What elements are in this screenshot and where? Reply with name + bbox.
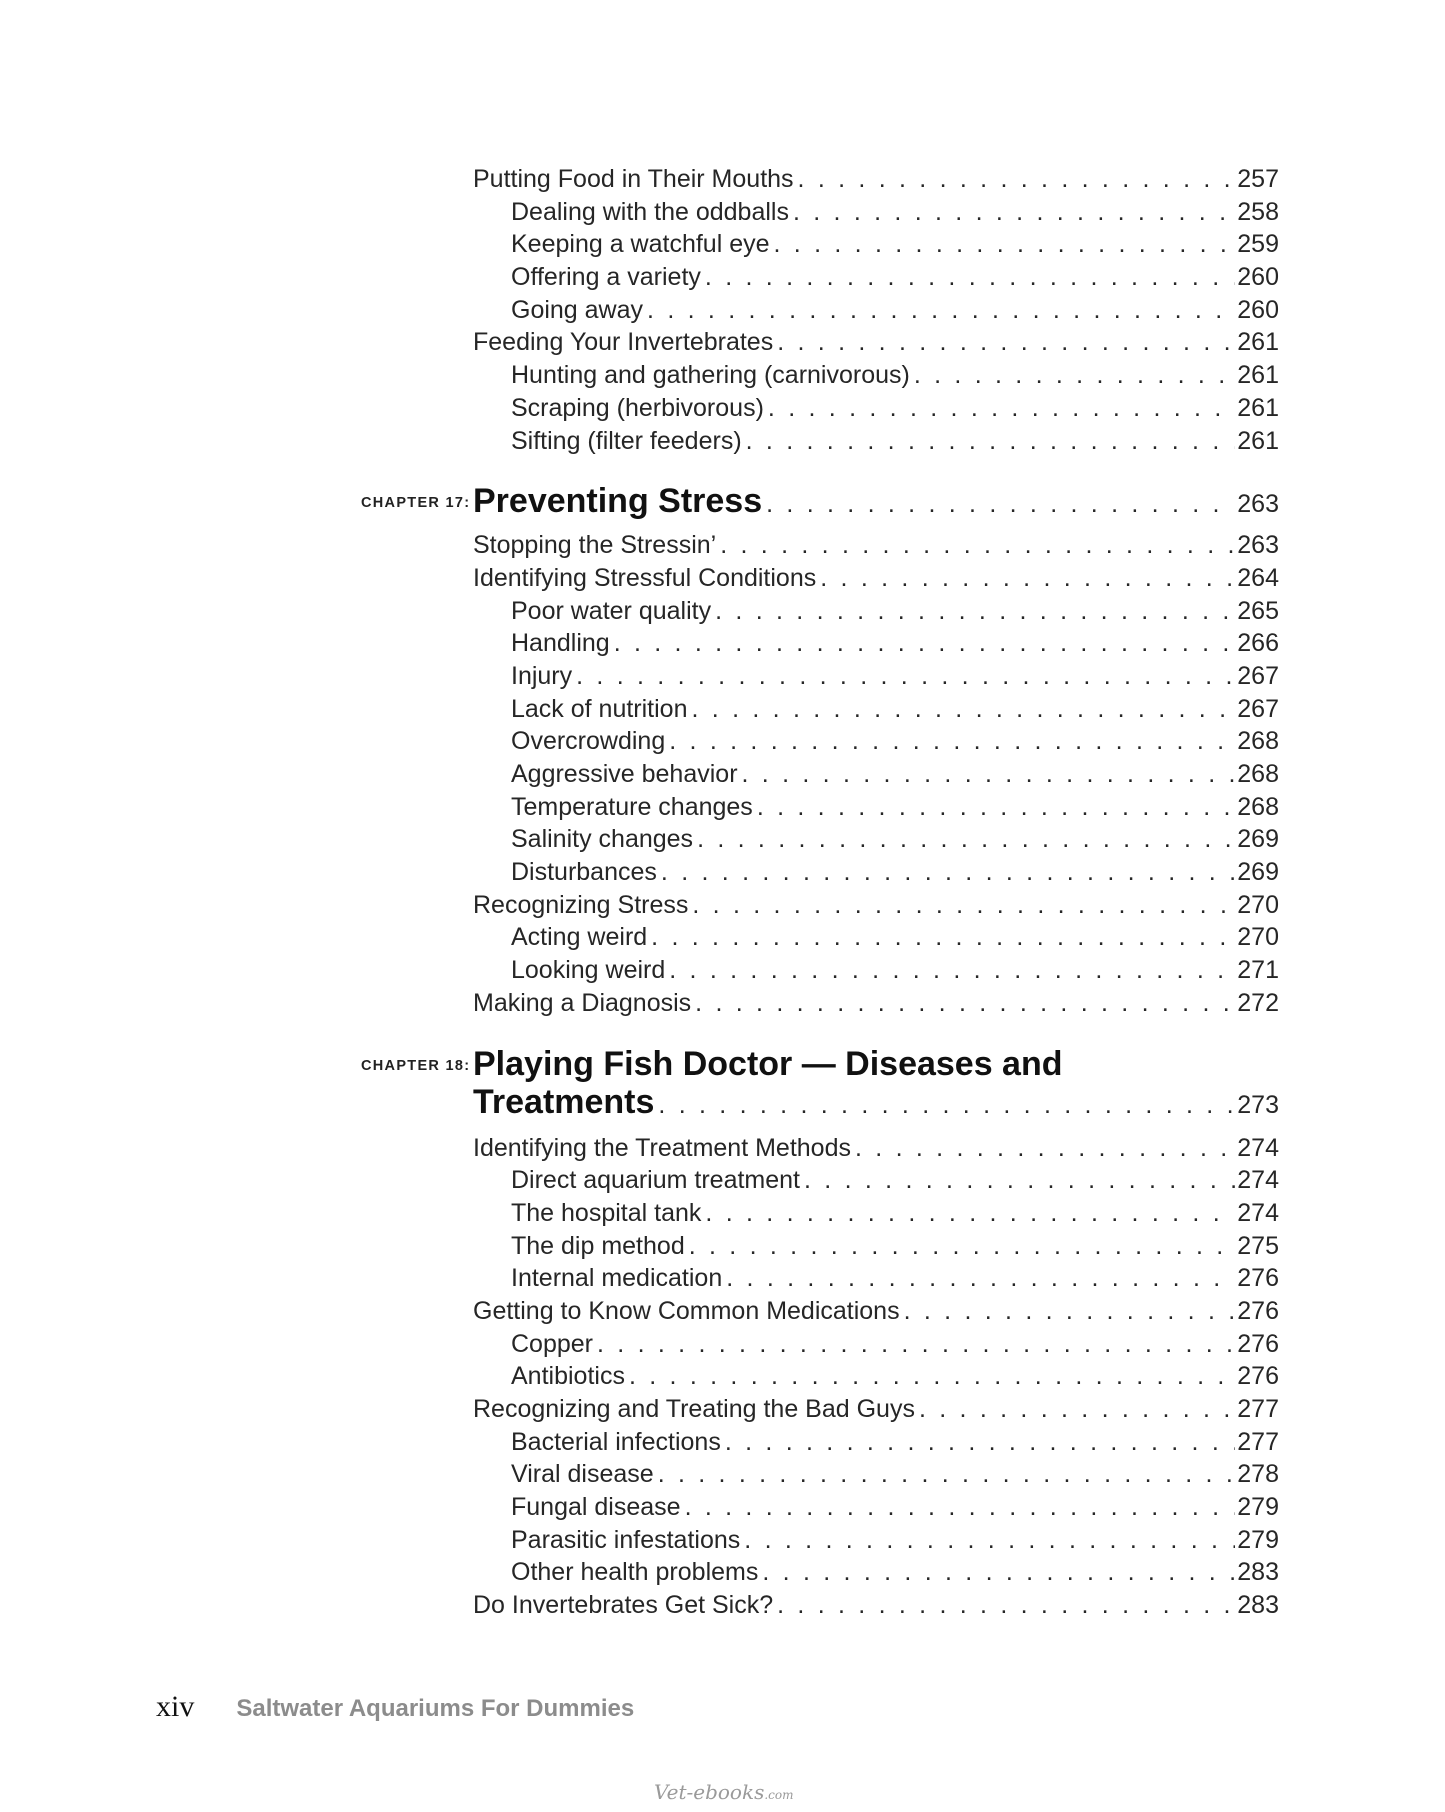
page-number: 276 <box>1237 1329 1279 1358</box>
toc-subentry[interactable] <box>511 1164 1279 1197</box>
page-number: 261 <box>1237 426 1279 455</box>
toc-subentry[interactable] <box>511 359 1279 392</box>
chapter-label: CHAPTER 18: <box>361 1057 471 1074</box>
page-number: 264 <box>1237 563 1279 592</box>
toc-subentry[interactable] <box>511 1491 1279 1524</box>
dot-leader <box>658 1458 1236 1491</box>
toc-subentry[interactable] <box>511 1524 1279 1557</box>
toc-entry[interactable] <box>473 889 1279 922</box>
toc-subentry[interactable] <box>511 856 1279 889</box>
chapter-title-row[interactable] <box>473 479 1279 523</box>
page-number: 265 <box>1237 596 1279 625</box>
dot-leader <box>705 1197 1235 1230</box>
entry-title: Viral disease <box>511 1460 654 1489</box>
page-number: 268 <box>1237 792 1279 821</box>
entry-title: Internal medication <box>511 1264 723 1293</box>
toc-subentry[interactable] <box>511 1197 1279 1230</box>
entry-title: Salinity changes <box>511 825 694 854</box>
entry-title: Putting Food in Their Mouths <box>473 165 794 193</box>
toc-subentry[interactable] <box>511 228 1279 261</box>
dot-leader <box>695 987 1235 1020</box>
toc-section-chapter16-continued <box>0 163 1445 457</box>
page-number: 269 <box>1237 825 1279 854</box>
dot-leader <box>692 889 1235 922</box>
dot-leader <box>766 490 1235 519</box>
entry-title: Other health problems <box>511 1558 759 1587</box>
chapter-17-heading <box>0 479 1445 525</box>
page-number: 276 <box>1237 1362 1279 1391</box>
page-number: 267 <box>1237 694 1279 723</box>
toc-subentry[interactable] <box>511 1556 1279 1589</box>
page-number: 267 <box>1237 661 1279 690</box>
toc-entry[interactable] <box>473 1295 1279 1328</box>
dot-leader <box>919 1393 1235 1426</box>
dot-leader <box>757 791 1235 824</box>
page-number: 261 <box>1237 328 1279 357</box>
entry-title: Handling <box>511 629 610 658</box>
entry-title: Identifying the Treatment Methods <box>473 1133 851 1162</box>
page-number: 276 <box>1237 1264 1279 1293</box>
dot-leader <box>669 725 1235 758</box>
page-number: 272 <box>1237 988 1279 1017</box>
toc-subentry[interactable] <box>511 1328 1279 1361</box>
dot-leader <box>689 1230 1236 1263</box>
page-number: 271 <box>1237 956 1279 985</box>
dot-leader <box>576 660 1235 693</box>
dot-leader <box>798 163 1236 196</box>
entry-title: Hunting and gathering (carnivorous) <box>511 361 910 390</box>
dot-leader <box>715 595 1235 628</box>
dot-leader <box>647 294 1235 327</box>
entry-title: Aggressive behavior <box>511 760 738 788</box>
dot-leader <box>820 562 1235 595</box>
watermark-text: Vet-ebooks <box>654 1780 765 1804</box>
toc-subentry[interactable] <box>511 1360 1279 1393</box>
entry-title: Dealing with the oddballs <box>511 197 789 226</box>
dot-leader <box>661 856 1235 889</box>
entry-title: Acting weird <box>511 923 648 952</box>
page-number: 279 <box>1237 1493 1279 1522</box>
toc-entry[interactable] <box>473 529 1279 562</box>
page-number: 270 <box>1237 923 1279 952</box>
dot-leader <box>804 1164 1235 1197</box>
entry-title: Making a Diagnosis <box>473 988 692 1017</box>
entry-title: Copper <box>511 1329 593 1358</box>
entry-title: Fungal disease <box>511 1493 681 1522</box>
toc-subentry[interactable] <box>511 954 1279 987</box>
toc-subentry[interactable] <box>511 294 1279 327</box>
toc-subentry[interactable] <box>511 791 1279 824</box>
page-number: 259 <box>1237 230 1279 259</box>
page-number: 273 <box>1237 1090 1279 1119</box>
dot-leader <box>658 1091 1235 1120</box>
entry-title: Antibiotics <box>511 1362 625 1391</box>
dot-leader <box>744 1524 1235 1557</box>
toc-subentry[interactable] <box>511 196 1279 229</box>
page-number: 278 <box>1237 1460 1279 1489</box>
dot-leader <box>597 1328 1235 1361</box>
toc-section-chapter18 <box>0 1132 1445 1622</box>
page-number: 277 <box>1237 1395 1279 1423</box>
entry-title: Parasitic infestations <box>511 1525 741 1554</box>
page-number: 269 <box>1237 858 1279 887</box>
chapter-18-heading <box>0 1042 1445 1128</box>
entry-title: Temperature changes <box>511 792 753 821</box>
page-footer <box>156 1690 634 1724</box>
page-number: 283 <box>1237 1558 1279 1587</box>
page-number: 268 <box>1237 727 1279 756</box>
entry-title: Going away <box>511 295 644 324</box>
toc-entry[interactable] <box>473 987 1279 1020</box>
dot-leader <box>692 693 1236 726</box>
toc-subentry[interactable] <box>511 758 1279 791</box>
toc-subentry[interactable] <box>511 1426 1279 1459</box>
toc-entry[interactable] <box>473 163 1279 196</box>
toc-subentry[interactable] <box>511 660 1279 693</box>
toc-entry[interactable] <box>473 1132 1279 1165</box>
page-number: 258 <box>1237 197 1279 226</box>
dot-leader <box>762 1556 1235 1589</box>
dot-leader <box>742 758 1236 791</box>
toc-subentry[interactable] <box>511 823 1279 856</box>
entry-title: Disturbances <box>511 858 657 887</box>
dot-leader <box>614 627 1236 660</box>
toc-entry[interactable] <box>473 1393 1279 1426</box>
entry-title: Poor water quality <box>511 596 712 625</box>
chapter-title-line1[interactable]: Playing Fish Doctor — Diseases and <box>473 1044 1063 1083</box>
page-number: 261 <box>1237 361 1279 390</box>
toc-subentry[interactable] <box>511 693 1279 726</box>
entry-title: Direct aquarium treatment <box>511 1166 801 1195</box>
entry-title: Bacterial infections <box>511 1427 721 1456</box>
toc-subentry[interactable] <box>511 595 1279 628</box>
dot-leader <box>629 1360 1235 1393</box>
toc-subentry[interactable] <box>511 627 1279 660</box>
toc-subentry[interactable] <box>511 1262 1279 1295</box>
dot-leader <box>697 823 1235 856</box>
entry-title: Feeding Your Invertebrates <box>473 328 774 357</box>
toc-subentry[interactable] <box>511 1458 1279 1491</box>
entry-title: Recognizing Stress <box>473 890 689 919</box>
dot-leader <box>793 196 1235 229</box>
page-number: 260 <box>1237 263 1279 292</box>
page-number: 283 <box>1237 1591 1279 1620</box>
dot-leader <box>669 954 1235 987</box>
entry-title: Identifying Stressful Conditions <box>473 563 817 592</box>
page-number: 274 <box>1237 1133 1279 1162</box>
folio-page-number: xiv <box>156 1690 195 1723</box>
dot-leader <box>720 529 1235 562</box>
entry-title: Sifting (filter feeders) <box>511 426 742 455</box>
page-number: 274 <box>1237 1198 1279 1227</box>
page-number: 276 <box>1237 1296 1279 1325</box>
entry-title: Injury <box>511 661 573 690</box>
entry-title: The dip method <box>511 1231 685 1260</box>
toc-entry[interactable] <box>473 1589 1279 1622</box>
page-number: 275 <box>1237 1231 1279 1260</box>
dot-leader <box>855 1132 1235 1165</box>
page-number: 263 <box>1237 490 1279 519</box>
toc-entry[interactable] <box>473 326 1279 359</box>
toc-subentry[interactable] <box>511 921 1279 954</box>
page-number: 274 <box>1237 1166 1279 1195</box>
dot-leader <box>746 425 1236 458</box>
entry-title: Do Invertebrates Get Sick? <box>473 1591 774 1620</box>
entry-title: Lack of nutrition <box>511 694 688 723</box>
toc-section-chapter17 <box>0 529 1445 1019</box>
page-number: 261 <box>1237 393 1279 422</box>
page-number: 266 <box>1237 629 1279 658</box>
watermark-logo <box>654 1780 793 1804</box>
toc-subentry[interactable] <box>511 725 1279 758</box>
entry-title: Recognizing and Treating the Bad Guys <box>473 1395 915 1423</box>
chapter-title-line2: Treatments <box>473 1082 655 1121</box>
dot-leader <box>726 1262 1235 1295</box>
entry-title: Getting to Know Common Medications <box>473 1296 900 1325</box>
toc-entry[interactable] <box>473 562 1279 595</box>
entry-title: The hospital tank <box>511 1198 702 1227</box>
page-number: 270 <box>1237 890 1279 919</box>
entry-title: Overcrowding <box>511 727 666 756</box>
chapter-title: Preventing Stress <box>473 482 763 521</box>
page-number: 277 <box>1237 1427 1279 1456</box>
running-book-title: Saltwater Aquariums For Dummies <box>236 1695 635 1722</box>
chapter-label: CHAPTER 17: <box>361 495 471 512</box>
dot-leader <box>914 359 1235 392</box>
toc-subentry[interactable] <box>511 1230 1279 1263</box>
page-number: 260 <box>1237 295 1279 324</box>
dot-leader <box>904 1295 1236 1328</box>
dot-leader <box>725 1426 1235 1459</box>
dot-leader <box>768 392 1235 425</box>
entry-title: Looking weird <box>511 956 666 985</box>
dot-leader <box>685 1491 1236 1524</box>
entry-title: Offering a variety <box>511 263 701 292</box>
dot-leader <box>651 921 1235 954</box>
dot-leader <box>777 326 1235 359</box>
toc-subentry[interactable] <box>511 261 1279 294</box>
page-number: 263 <box>1237 531 1279 560</box>
dot-leader <box>705 261 1235 294</box>
toc-subentry[interactable] <box>511 392 1279 425</box>
page-number: 257 <box>1237 165 1279 193</box>
entry-title: Scraping (herbivorous) <box>511 393 764 422</box>
table-of-contents <box>0 163 1445 1622</box>
dot-leader <box>774 228 1236 261</box>
page-number: 279 <box>1237 1525 1279 1554</box>
dot-leader <box>777 1589 1235 1622</box>
toc-subentry[interactable] <box>511 425 1279 458</box>
entry-title: Stopping the Stressin’ <box>473 531 717 560</box>
watermark-suffix: .com <box>764 1788 794 1802</box>
entry-title: Keeping a watchful eye <box>511 230 770 259</box>
page-number: 268 <box>1237 760 1279 788</box>
chapter-title-row[interactable] <box>473 1080 1279 1124</box>
